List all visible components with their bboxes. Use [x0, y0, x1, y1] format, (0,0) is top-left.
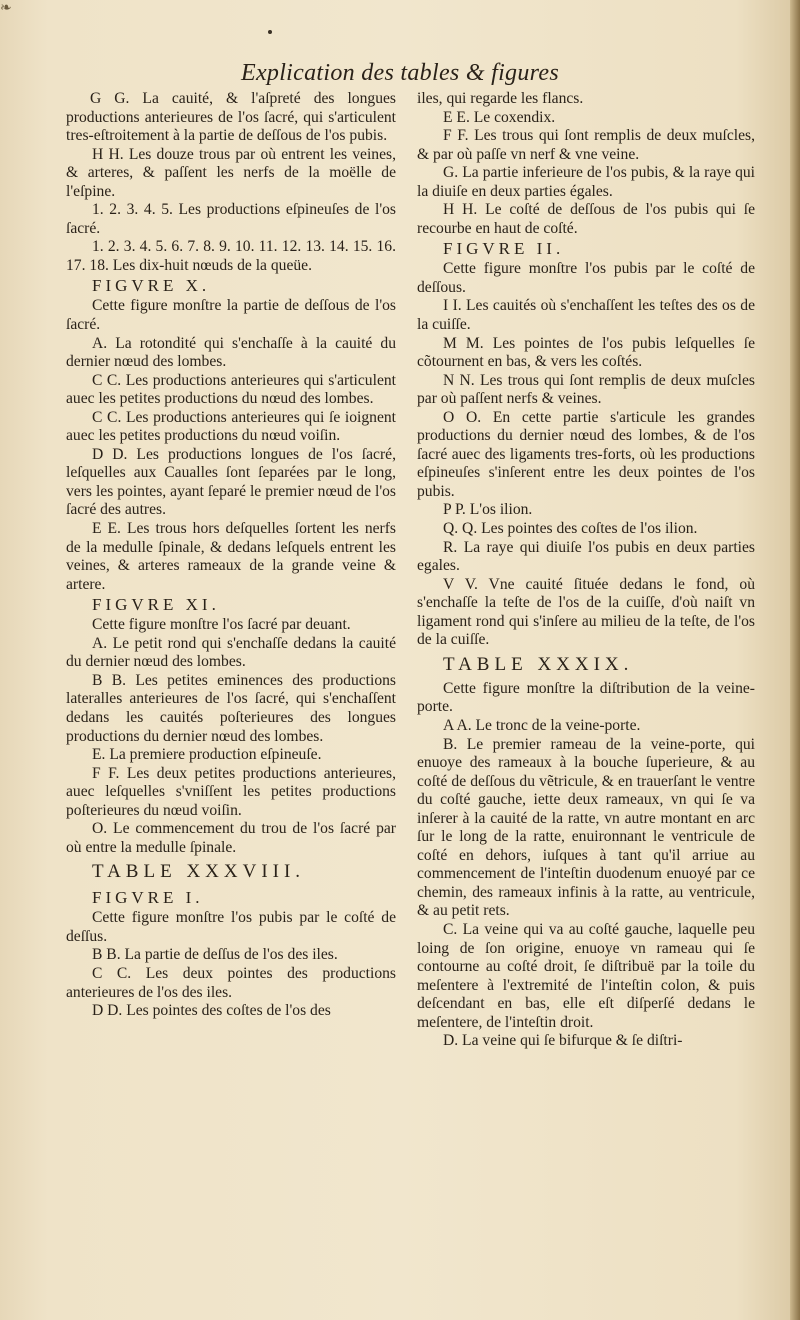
- paragraph: G G. La cauité, & l'aſpreté des longues productions anterieures de l'os ſacré, qui s'articulent tres-eſtroitement à la partie de deſſous de l'os pubis.: [66, 90, 396, 145]
- paragraph: 1. 2. 3. 4. 5. 6. 7. 8. 9. 10. 11. 12. 13. 14. 15. 16. 17. 18. Les dix-huit nœuds de la queüe.: [66, 238, 396, 274]
- paragraph: D D. Les productions longues de l'os ſacré, leſquelles aux Caualles ſont ſeparées par le long, vers les pointes, ayant ſeparé le premier nœud de l'os ſacré des autres.: [66, 445, 396, 519]
- right-column: [417, 90, 755, 1051]
- section-heading: FIGVRE XI.: [92, 595, 220, 615]
- section-heading: FIGVRE X.: [92, 276, 211, 296]
- paragraph: 1. 2. 3. 4. 5. Les productions eſpineuſes de l'os ſacré.: [66, 201, 396, 237]
- paragraph: E E. Le coxendix.: [443, 108, 556, 126]
- paragraph: A. Le petit rond qui s'enchaſſe dedans la cauité du dernier nœud des lombes.: [66, 634, 396, 671]
- paragraph: P P. L'os ilion.: [443, 501, 533, 519]
- paragraph: C C. Les deux pointes des productions anterieures de l'os des iles.: [66, 964, 396, 1001]
- paragraph: O O. En cette partie s'articule les grandes productions du dernier nœud des lombes, & de l'os ſacré auec des ligaments tres-forts, où les productions eſpineuſes s'inſerent entre les deux pointes de l'os pubis.: [417, 408, 755, 500]
- ink-dot: [268, 30, 272, 34]
- paragraph: C. La veine qui va au coſté gauche, laquelle peu loing de ſon origine, enuoye vn rameau qui ſe contourne au coſté droit, ſe diſtribuë par la toile du meſentere à l'extremité de l'inteſtin colon, & puis deſcendant en bas, elle eſt diſperſé dedans le meſentere, de l'inteſtin droit.: [417, 920, 755, 1031]
- paragraph: B. Le premier rameau de la veine-porte, qui enuoye des rameaux à la bouche ſuperieure, & au coſté de deſſous du vẽtricule, & en trauerſant le ventre du coſté gauche, iette deux rameaux, vn qui ſe va inſerer à la cauité de la ratte, vn autre montant en arc ſur le long de la ratte, enuironnant le ventricule de coſté en dehors, iuſques à tant qu'il arriue au commencement de l'inteſtin duodenum enuoyé par ce chemin, des rameaux infinis à la ratte, au ventricule, & au petit rets.: [417, 735, 755, 920]
- paragraph: H H. Le coſté de deſſous de l'os pubis qui ſe recourbe en haut de coſté.: [417, 201, 755, 237]
- paragraph: Cette figure monſtre l'os ſacré par deuant.: [92, 616, 351, 634]
- paragraph: M M. Les pointes de l'os pubis leſquelles ſe cõtournent en bas, & vers les coſtés.: [417, 334, 755, 371]
- paragraph: F F. Les trous qui ſont remplis de deux muſcles, & par où paſſe vn nerf & vne veine.: [417, 127, 755, 163]
- paragraph: Cette figure monſtre l'os pubis par le coſté de deſſous.: [417, 260, 755, 296]
- paragraph: N N. Les trous qui ſont remplis de deux muſcles par où paſſent nerfs & veines.: [417, 371, 755, 408]
- table-heading: TABLE XXXIX.: [443, 653, 634, 675]
- section-heading: FIGVRE II.: [443, 239, 565, 259]
- paragraph: I I. Les cauités où s'enchaſſent les teſtes des os de la cuiſſe.: [417, 297, 755, 334]
- paragraph: V V. Vne cauité ſituée dedans le fond, où s'enchaſſe la teſte de l'os de la cuiſſe, d'où naiſt vn ligament rond qui s'inſere au milieu de la teſte, de l'os de la cuiſſe.: [417, 575, 755, 649]
- paragraph: R. La raye qui diuiſe l'os pubis en deux parties egales.: [417, 538, 755, 575]
- paragraph: Cette figure monſtre la diſtribution de la veine-porte.: [417, 679, 755, 716]
- paragraph: Cette figure monſtre la partie de deſſous de l'os ſacré.: [66, 297, 396, 334]
- paragraph: E. La premiere production eſpineuſe.: [92, 746, 322, 764]
- corner-stain-icon: ❧: [0, 1, 12, 16]
- paragraph-continued: iles, qui regarde les flancs.: [417, 90, 584, 107]
- paragraph: A A. Le tronc de la veine-porte.: [443, 716, 641, 734]
- paragraph: B B. La partie de deſſus de l'os des iles.: [92, 946, 338, 964]
- section-heading: FIGVRE I.: [92, 888, 204, 908]
- paragraph: C C. Les productions anterieures qui ſe ioignent auec les petites productions du nœud voiſin.: [66, 408, 396, 445]
- paragraph: F F. Les deux petites productions anterieures, auec leſquelles s'vniſſent les petites productions poſterieures du nœud voiſin.: [66, 764, 396, 819]
- paragraph: D. La veine qui ſe bifurque & ſe diſtri-: [443, 1032, 683, 1050]
- paragraph: D D. Les pointes des coſtes de l'os des: [92, 1002, 331, 1020]
- paragraph: E E. Les trous hors deſquelles ſortent les nerfs de la medulle ſpinale, & dedans leſquels entrent les veines, & arteres rameaux de la grande veine & artere.: [66, 520, 396, 593]
- binding-edge: [790, 0, 800, 1320]
- paragraph: C C. Les productions anterieures qui s'articulent auec les petites productions du nœud des lombes.: [66, 371, 396, 408]
- paragraph: A. La rotondité qui s'enchaſſe à la cauité du dernier nœud des lombes.: [66, 334, 396, 371]
- left-column: [66, 90, 396, 1021]
- paragraph: Q. Q. Les pointes des coſtes de l'os ilion.: [443, 520, 698, 538]
- table-heading: TABLE XXXVIII.: [92, 861, 306, 883]
- paragraph: H H. Les douze trous par où entrent les veines, & arteres, & paſſent les nerfs de la moëlle de l'eſpine.: [66, 145, 396, 200]
- paragraph: Cette figure monſtre l'os pubis par le coſté de deſſus.: [66, 909, 396, 945]
- paragraph: B B. Les petites eminences des productions lateralles anterieures de l'os ſacré, qui s'enchaſſent dedans les cauités poſterieures des longues productions du dernier nœud des lombes.: [66, 671, 396, 745]
- paragraph: O. Le commencement du trou de l'os ſacré par où entre la medulle ſpinale.: [66, 820, 396, 856]
- paragraph: G. La partie inferieure de l'os pubis, & la raye qui la diuiſe en deux parties égales.: [417, 164, 755, 200]
- running-title: Explication des tables & figures: [240, 60, 559, 86]
